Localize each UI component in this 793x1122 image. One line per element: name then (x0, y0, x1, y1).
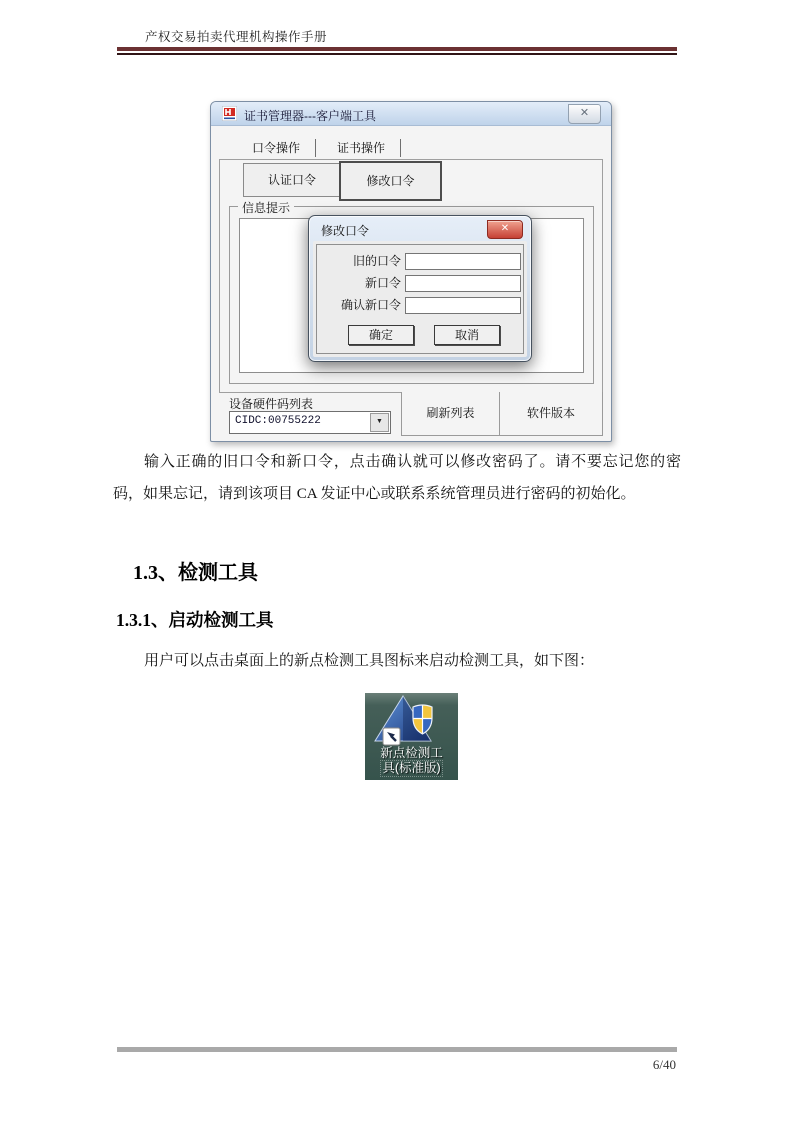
detection-tool-logo-icon (365, 693, 458, 749)
close-icon: ✕ (579, 107, 590, 119)
tab-password-operations[interactable]: 口令操作 (251, 141, 300, 155)
software-version-button[interactable]: 软件版本 (499, 392, 603, 436)
cancel-button[interactable]: 取消 (434, 325, 500, 345)
window-title: 证书管理器---客户端工具 (244, 109, 376, 123)
info-groupbox-label: 信息提示 (238, 199, 294, 216)
dropdown-arrow-icon[interactable]: ▼ (370, 413, 389, 432)
desktop-icon-label-line2: 具(标准版) (382, 761, 441, 775)
page-number: 6/40 (652, 1057, 676, 1072)
modify-password-dialog (308, 215, 532, 362)
old-password-label: 旧的口令 (352, 254, 401, 268)
modal-close-button[interactable] (487, 220, 523, 239)
section-heading-1-3: 1.3、检测工具 (133, 562, 258, 584)
device-combobox-value: CIDC:00755222 (235, 415, 321, 427)
window-close-button[interactable] (568, 104, 601, 124)
new-password-label: 新口令 (364, 276, 401, 290)
modal-title: 修改口令 (321, 224, 370, 238)
header-rule (117, 47, 677, 51)
page-header-title: 产权交易拍卖代理机构操作手册 (145, 30, 328, 44)
section-heading-1-3-1: 1.3.1、启动检测工具 (116, 610, 274, 630)
tab-separator (400, 139, 401, 157)
old-password-input[interactable] (405, 253, 521, 270)
footer-rule (117, 1047, 677, 1052)
confirm-password-label: 确认新口令 (340, 298, 401, 312)
window-titlebar[interactable] (211, 102, 611, 126)
authenticate-password-button[interactable]: 认证口令 (243, 163, 341, 197)
tab-certificate-operations[interactable]: 证书操作 (336, 141, 385, 155)
new-password-input[interactable] (405, 275, 521, 292)
header-rule-thin (117, 53, 677, 55)
paragraph-password-note: 输入正确的旧口令和新口令，点击确认就可以修改密码了。请不要忘记您的密码，如果忘记，请到该项目 CA 发证中心或联系系统管理员进行密码的初始化。 (113, 454, 681, 502)
device-list-label: 设备硬件码列表 (229, 397, 314, 411)
modal-body (313, 241, 527, 357)
device-combobox[interactable] (229, 411, 391, 434)
refresh-list-button[interactable]: 刷新列表 (401, 392, 499, 436)
tab-separator (315, 139, 316, 157)
modify-password-button[interactable]: 修改口令 (339, 161, 442, 201)
close-icon: ✕ (500, 223, 510, 234)
modal-panel (316, 244, 524, 354)
shortcut-overlay-icon (383, 728, 400, 745)
desktop-icon-label (365, 746, 458, 776)
app-logo-icon (222, 106, 237, 121)
desktop-icon-label-line1: 新点检测工 (380, 746, 443, 760)
paragraph-launch-tool: 用户可以点击桌面上的新点检测工具图标来启动检测工具，如下图： (144, 653, 595, 669)
confirm-password-input[interactable] (405, 297, 521, 314)
ok-button[interactable]: 确定 (348, 325, 414, 345)
desktop-icon-tile[interactable] (365, 693, 458, 780)
